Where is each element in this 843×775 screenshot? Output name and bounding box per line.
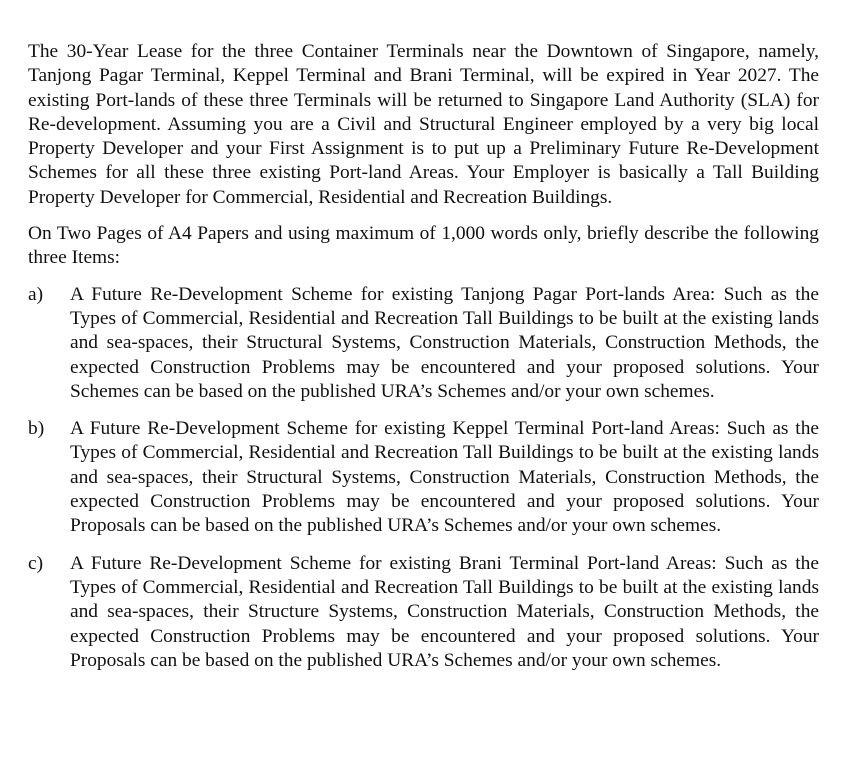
intro-paragraph: The 30-Year Lease for the three Container Terminals near the Downtown of Singapore, namely, Tanjong Pagar Terminal, Keppel Terminal and Brani Terminal, will be expired in Year 2027. The existing Port-lands of these three Terminals will be returned to Singapore Land Authority (SLA) for Re-development. Assuming you are a Civil and Structural Engineer employed by a very big local Property Developer and your First Assignment is to put up a Preliminary Future Re-Development Schemes for all these three existing Port-land Areas. Your Employer is basically a Tall Building Property Developer for Commercial, Residential and Recreation Buildings. bbox=[28, 41, 819, 208]
list-item-c bbox=[28, 552, 819, 673]
item-text: A Future Re-Development Scheme for existing Brani Terminal Port-land Areas: Such as the Types of Commercial, Residential and Recreation Tall Buildings to be built at the existing lands and sea-spaces, their Structure Systems, Construction Materials, Construction Methods, the expected Construction Problems may be encountered and your proposed solutions. Your Proposals can be based on the published URA’s Schemes and/or your own schemes. bbox=[70, 552, 819, 671]
item-text: A Future Re-Development Scheme for existing Tanjong Pagar Port-lands Area: Such as the Types of Commercial, Residential and Recreation Tall Buildings to be built at the existing lands and sea-spaces, their Structural Systems, Construction Materials, Construction Methods, the expected Construction Problems may be encountered and your proposed solutions. Your Schemes can be based on the published URA’s Schemes and/or your own schemes. bbox=[70, 283, 819, 402]
item-marker: a) bbox=[28, 283, 44, 305]
list-item-b bbox=[28, 417, 819, 538]
item-list bbox=[28, 283, 819, 673]
instruction-paragraph: On Two Pages of A4 Papers and using maximum of 1,000 words only, briefly describe the following three Items: bbox=[28, 223, 819, 269]
item-marker: c) bbox=[28, 552, 44, 574]
item-text: A Future Re-Development Scheme for existing Keppel Terminal Port-land Areas: Such as the Types of Commercial, Residential and Recreation Tall Buildings to be built at the existing lands and sea-spaces, their Structural Systems, Construction Materials, Construction Methods, the expected Construction Problems may be encountered and your proposed solutions. Your Proposals can be based on the published URA’s Schemes and/or your own schemes. bbox=[70, 418, 819, 537]
item-marker: b) bbox=[28, 418, 45, 440]
list-item-a bbox=[28, 283, 819, 404]
